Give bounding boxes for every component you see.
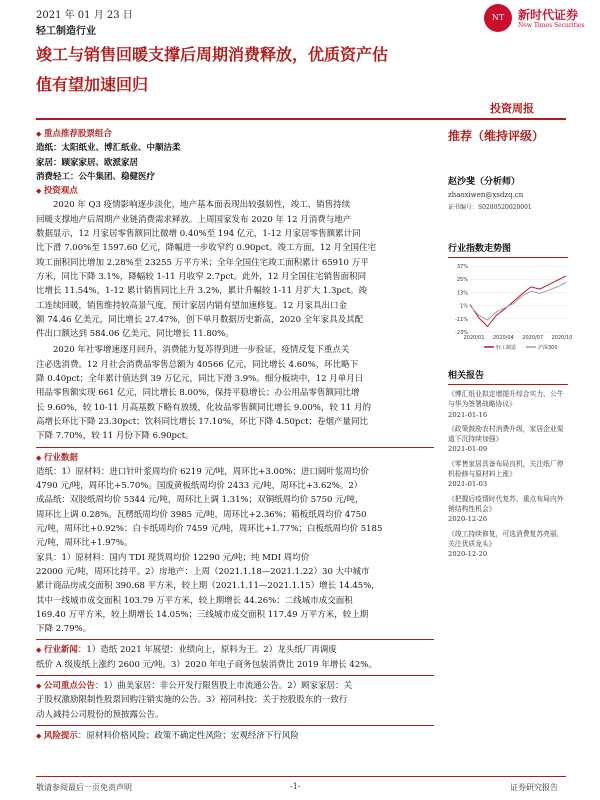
text-line: 元/吨，周环比+1.97%。 (36, 538, 133, 549)
text-line: 2020 年社零增速逐月回升，消费能力复苏得到进一步验证，疫情反复下重点关 (53, 345, 350, 356)
company-announcements (36, 679, 434, 722)
industry-data (36, 465, 434, 637)
text-line: 下降 2.79%。 (36, 624, 92, 635)
y-tick-label: 25% (456, 277, 468, 284)
text-line: 周环比上调 0.28%。瓦楞纸周均价 3985 元/吨，周环比+2.36%；箱板纸周均价 4750 (36, 509, 367, 520)
related-report-title: 《博汇纸业拟定增提升综合实力，公牛与华为签署战略协议》 (448, 390, 564, 409)
related-report[interactable] (448, 494, 568, 525)
related-title: 相关报告 (448, 368, 568, 385)
rating: 推荐（维持评级） (448, 129, 545, 143)
text-line: 数据显示，12 月家居零售额同比微增 0.40%至 194 亿元，1-12 月家居零售额累计同 (36, 229, 361, 240)
industry-name: 轻工制造行业 (36, 26, 96, 37)
text-line: 长 9.60%，较 10-11 月高基数下略有放缓，化妆品零售额同比增长 9.00%，较 11 月的 (36, 402, 372, 413)
y-tick-label: 37% (456, 264, 468, 270)
text-line: 元/吨，周环比+0.92%；白卡纸周均价 7459 元/吨，周环比+1.77%；白板纸周均价 5185 (36, 524, 383, 535)
report-date: 2021 年 01 月 23 日 (36, 10, 133, 21)
related-report-title: 《竣工持续修复，可选消费复苏亮丽，关注优质龙头》 (448, 529, 564, 548)
logo-name: 新时代证券 (518, 8, 579, 22)
text-line: 额 74.46 亿美元，同比增长 27.47%，创下单月数据历史新高，2020 全年家具及其配 (36, 314, 364, 325)
text-line: 累计商品房成交面积 390.68 平方米，较上期（2021.1.11—2021.1.15）增长 14.45%， (36, 581, 380, 592)
x-tick-label: 2020/10 (551, 335, 573, 341)
related-report-date: 2021-01-09 (448, 445, 488, 454)
divider (36, 639, 434, 640)
related-report-date: 2021-01-03 (448, 480, 488, 489)
text-line: 4790 元/吨，周环比+5.70%。国废黄板纸周均价 2433 元/吨，周环比+3.62%。2） (36, 481, 363, 492)
text-line: 注必选消费。12 月社会消费品零售总额为 40566 亿元，同比增长 4.60%，环比略下 (36, 359, 359, 370)
text-line: 件出口额达到 584.06 亿美元，同比增长 11.80%。 (36, 329, 234, 340)
text-line: 纸价 A 级废纸上涨约 2600 元/吨。3）2020 年电子商务包装消费比 2019 年增长 42%。 (36, 659, 377, 670)
report-type: 投资周报 (490, 102, 534, 115)
report-title: 竣工与销售回暖支撑后周期消费释放，优质资产估 值有望加速回归 (36, 45, 389, 94)
related-report-date: 2020-12-20 (448, 550, 488, 559)
logo-emblem-icon: NT (484, 4, 512, 32)
chart-title: 行业指数走势图 (448, 241, 568, 258)
related-report[interactable] (448, 459, 568, 490)
page-number: -1- (290, 782, 301, 791)
focus-item: 造纸：太阳纸业、博汇纸业、中顺洁柔 (36, 143, 181, 154)
text-line: 比增长 11.54%，1-12 累计销售同比上升 3.2%，累计升幅较 1-11 月扩大 1.3pct。竣 (36, 286, 368, 297)
divider (36, 675, 434, 676)
focus-item: 家居：顾家家居、欧派家居 (36, 157, 139, 168)
sidebar (448, 127, 573, 563)
x-tick-label: 2020/07 (522, 335, 544, 341)
y-tick-label: 13% (456, 290, 468, 297)
text-line: 高增长环比下降 23.30pct；饮料同比增长 17.10%，环比下降 4.50pct；卷烟产量同比 (36, 416, 369, 427)
text-line: 其中一线城市成交面积 103.79 万平方米，较上期增长 44.26%；二线城市成交面积 (36, 595, 353, 606)
x-tick-label: 2020/04 (492, 335, 514, 341)
main-column (36, 127, 434, 743)
legend-label: 沪深300 (538, 345, 558, 351)
analyst-email: zhaoxiwen@xsdzq.cn (448, 191, 524, 199)
footer-divider (36, 776, 566, 777)
text-line: 2020 年 Q3 疫情影响逐步淡化，地产基本面表现出较强韧性，竣工、销售持续 (53, 200, 351, 211)
divider (36, 725, 434, 726)
section-data: ◆ 行业数据 (36, 451, 434, 465)
related-report-title: 《政策鼓励农村消费升级，家居企业渠道下沉持续加强》 (448, 424, 564, 444)
related-report[interactable] (448, 529, 568, 560)
logo-english: New Times Securities (518, 22, 585, 29)
text-line: 用品零售额实现 661 亿元，同比增长 8.00%，保持平稳增长；办公用品零售额同比增 (36, 388, 360, 399)
text-line: 造纸：1）原材料：进口针叶浆周均价 6219 元/吨，周环比+3.00%；进口阔叶浆周均价 (36, 466, 369, 477)
divider (36, 447, 434, 448)
legend-label: 轻工制造 (496, 345, 517, 351)
text-line: 动人减持公司股份的预披露公告。 (36, 709, 164, 720)
text-line: 竣工面积同比增加 2.28%至 23255 万平方米；全年全国住宅竣工面积累计 65910 万平 (36, 257, 369, 268)
related-report[interactable] (448, 424, 568, 455)
section-focus: ◆ 重点推荐股票组合 (36, 127, 434, 141)
text-line: 22000 元/吨，周环比持平。2）房地产：上周（2021.1.18—2021.1.22）30 大中城市 (36, 566, 370, 577)
y-tick-label: 1% (460, 303, 468, 310)
text-line: 方米，同比下降 3.1%，降幅较 1-11 月收窄 2.7pct。此外，12 月全国住宅销售面积同 (36, 271, 367, 282)
footer-label: 证券研究报告 (510, 783, 558, 792)
text-line: ◆ 公司重点公告：1）曲美家居：非公开发行限售股上市流通公告。2）顾家家居：关 (36, 679, 434, 693)
index-trend-chart (448, 262, 573, 352)
text-line: 成品纸：双胶纸周均价 5344 元/吨，周环比上调 1.31%；双铜纸周均价 5750 元/吨， (36, 495, 364, 506)
header-divider (36, 118, 566, 120)
text-line: ◆ 行业新闻：1）造纸 2021 年展望：业绩向上，原料为王。2）龙头纸厂再调废 (36, 643, 434, 657)
footer-disclaimer: 敬请参阅最后一页免责声明 (36, 783, 132, 792)
y-tick-label: -23% (455, 330, 468, 336)
text-line: 下降 7.70%，较 11 月份下降 6.90pct。 (36, 431, 194, 442)
text-line: 于股权激励限制性股票回购注销实施的公告。3）裕同科技：关于控股股东的一致行 (36, 695, 348, 706)
text-line: 回暖支撑地产后周期产业链消费需求释放。上周国家发布 2020 年 12 月消费与地产 (36, 214, 352, 225)
text-line: 比下滑 7.00%至 1597.60 亿元，降幅进一步收窄约 0.90pct。竣工方面，12 月全国住宅 (36, 243, 377, 254)
related-reports (448, 389, 568, 559)
related-report-title: 《零售家居具备布局良机，关注纸厂停机检修与原材料上涨》 (448, 459, 564, 479)
analyst-name: 赵沙斐（分析师） (448, 177, 521, 187)
risk-line: ◆ 风险提示：原材料价格风险；政策不确定性风险；宏观经济下行风险 (36, 729, 434, 743)
text-line: 工连续回暖，销售维持较高景气度，预计家居内销有望加速修复。12 月家具出口金 (36, 300, 348, 311)
text-line: 169.40 万平方米，较上期增长 14.05%；三线城市成交面积 117.49 万平方米，较上期 (36, 609, 369, 620)
x-tick-label: 2020/01 (463, 335, 485, 341)
text-line: 家具：1）原材料：国内 TDI 现货周均价 12290 元/吨；纯 MDI 周均价 (36, 552, 310, 563)
related-report-date: 2021-01-16 (448, 410, 488, 419)
section-points: ◆ 投资观点 (36, 184, 434, 198)
y-tick-label: -11% (455, 316, 468, 323)
related-report-title: 《把握后疫情时代复苏，重点布局内外销结构性机会》 (448, 494, 564, 513)
related-report-date: 2020-12-26 (448, 515, 488, 524)
series-line-1 (470, 283, 566, 320)
focus-item: 消费轻工：公牛集团、稳健医疗 (36, 171, 156, 182)
focus-list (36, 141, 434, 184)
related-report[interactable] (448, 389, 568, 420)
paragraph-consumption (36, 343, 434, 443)
industry-news (36, 643, 434, 672)
analyst-cert: 证书编号：S0280520020001 (448, 204, 532, 211)
paragraph-real-estate (36, 198, 434, 341)
text-line: 降 0.40pct；全年累计值达到 39 万亿元，同比下滑 3.9%。细分板块中，12 月单月日 (36, 374, 364, 385)
